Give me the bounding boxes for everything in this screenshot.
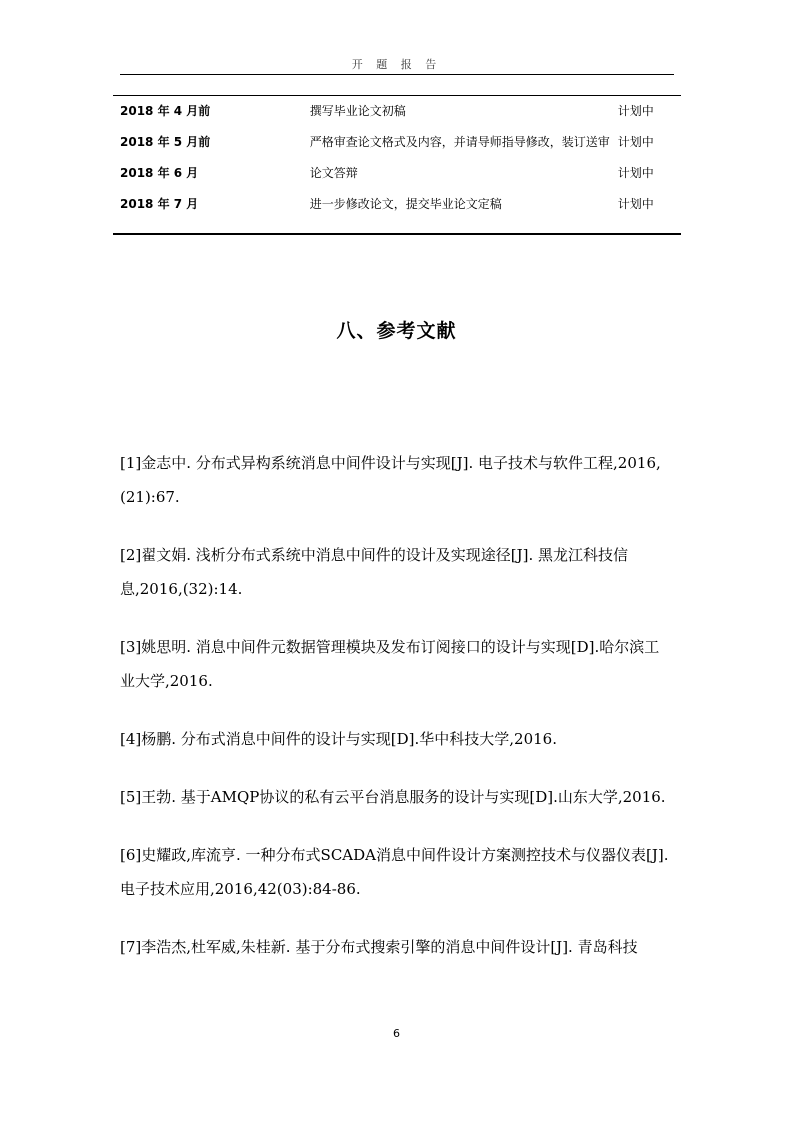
table-row <box>113 127 681 158</box>
table-row <box>113 96 681 127</box>
schedule-time: 2018 年 4 月前 <box>120 104 211 118</box>
schedule-time: 2018 年 6 月 <box>120 166 199 180</box>
reference-item: [7]李浩杰,杜军威,朱桂新. 基于分布式搜索引擎的消息中间件设计[J]. 青岛科技 <box>120 938 638 956</box>
schedule-task: 撰写毕业论文初稿 <box>309 104 406 118</box>
reference-item: [4]杨鹏. 分布式消息中间件的设计与实现[D].华中科技大学,2016. <box>120 730 557 748</box>
reference-list <box>120 446 674 988</box>
schedule-time: 2018 年 7 月 <box>120 197 199 211</box>
reference-item: [1]金志中. 分布式异构系统消息中间件设计与实现[J]. 电子技术与软件工程,2016,(21):67. <box>120 454 661 506</box>
table-row <box>113 158 681 189</box>
reference-item: [2]翟文娟. 浅析分布式系统中消息中间件的设计及实现途径[J]. 黑龙江科技信息,2016,(32):14. <box>120 546 629 598</box>
reference-item: [6]史耀政,库流亨. 一种分布式SCADA消息中间件设计方案测控技术与仪器仪表[J]. 电子技术应用,2016,42(03):84-86. <box>120 846 669 898</box>
schedule-status: 计划中 <box>617 135 654 149</box>
header-divider <box>120 74 674 75</box>
schedule-status: 计划中 <box>617 104 654 118</box>
schedule-status: 计划中 <box>617 166 654 180</box>
schedule-task: 进一步修改论文，提交毕业论文定稿 <box>309 197 502 211</box>
page-number: 6 <box>393 1027 400 1040</box>
reference-item: [3]姚思明. 消息中间件元数据管理模块及发布订阅接口的设计与实现[D].哈尔滨工业大学,2016. <box>120 638 660 690</box>
running-header: 开 题 报 告 <box>351 58 442 71</box>
schedule-task: 严格审查论文格式及内容，并请导师指导修改，装订送审 <box>309 135 610 149</box>
schedule-time: 2018 年 5 月前 <box>120 135 211 149</box>
section-heading: 八、参考文献 <box>336 320 457 342</box>
reference-item: [5]王勃. 基于AMQP协议的私有云平台消息服务的设计与实现[D].山东大学,2016. <box>120 788 666 806</box>
schedule-task: 论文答辩 <box>309 166 358 180</box>
schedule-table <box>113 96 681 220</box>
table-bottom-rule <box>113 233 681 235</box>
schedule-status: 计划中 <box>617 197 654 211</box>
table-row <box>113 189 681 220</box>
